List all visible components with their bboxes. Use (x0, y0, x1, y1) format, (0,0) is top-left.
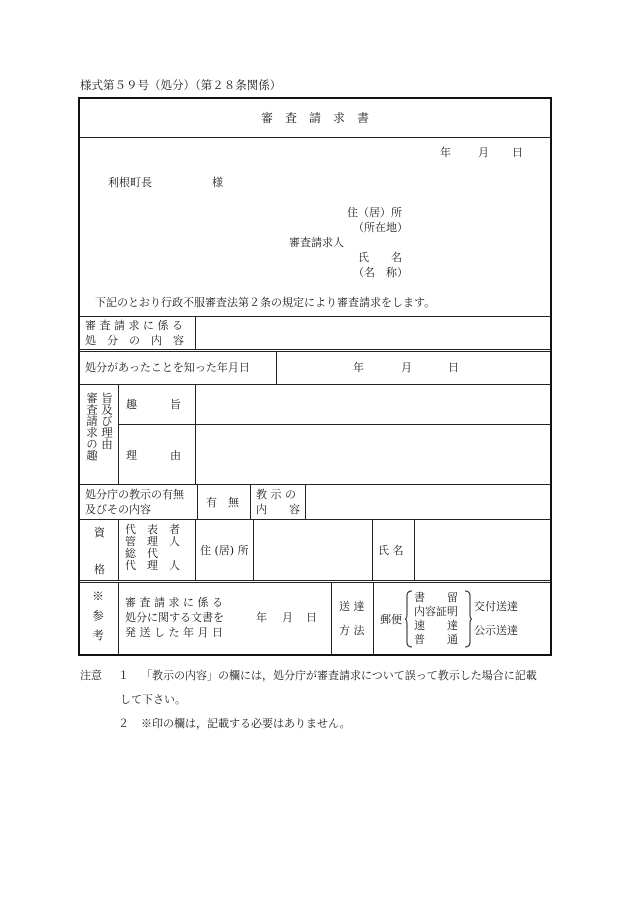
reference-method-line-2: 方 法 (339, 624, 365, 637)
col-divider (195, 519, 196, 581)
row-divider (79, 137, 551, 138)
delivery-type: 公示送達 (474, 624, 518, 637)
col-divider (253, 519, 254, 581)
instruction-presence-label: 有 無 (206, 496, 239, 509)
form-title: 審 査 請 求 書 (260, 111, 369, 125)
row-divider (79, 582, 551, 583)
mail-type: 書 留 (414, 591, 458, 604)
purpose-gist-label: 趣 旨 (126, 398, 181, 411)
instruction-label-2: 及びその内容 (85, 503, 151, 516)
col-divider (118, 582, 119, 654)
reference-doc-line-3: 発 送 し た 年 月 日 (125, 626, 223, 639)
instruction-content-label-1: 教 示 の (256, 488, 296, 501)
col-divider (414, 519, 415, 581)
date-known-month: 月 (401, 361, 412, 374)
col-divider (118, 519, 119, 581)
row-divider (79, 484, 551, 485)
date-known-year: 年 (353, 361, 364, 374)
qualification-role: 代 理 人 (125, 559, 180, 572)
qualification-address-label: 住 (居) 所 (200, 544, 249, 557)
col-divider (195, 316, 196, 350)
reference-date-year: 年 (256, 611, 267, 624)
qualification-role: 代 表 者 (125, 523, 180, 536)
reference-method-line-1: 送 達 (339, 600, 365, 613)
note-continuation: して下さい。 (120, 693, 186, 706)
col-divider (372, 519, 373, 581)
instruction-content-label-2: 内 容 (256, 503, 300, 516)
row-divider (79, 316, 551, 317)
table-bottom-border (78, 654, 552, 656)
brace-right-icon (464, 590, 472, 648)
mail-type: 速 達 (414, 619, 458, 632)
reference-date-day: 日 (306, 611, 317, 624)
date-day-label: 日 (512, 146, 523, 159)
reference-doc-line-1: 審 査 請 求 に 係 る (125, 596, 223, 609)
requester-label: 審査請求人 (289, 236, 344, 249)
disposition-label-2: 処 分 の 内 容 (85, 334, 184, 347)
mail-type: 普 通 (414, 633, 458, 646)
col-divider (250, 484, 251, 519)
reference-doc-line-2: 処分に関する文書を (125, 611, 224, 624)
requester-name-label: 氏 名 (358, 251, 402, 264)
col-divider (118, 384, 119, 484)
row-divider (79, 351, 551, 352)
table-right-border (550, 97, 552, 656)
col-divider (305, 484, 306, 519)
qualification-role: 管 理 人 (125, 535, 180, 548)
qualification-roles (125, 524, 180, 572)
qualification-role: 総 代 (125, 547, 158, 560)
instruction-label-1: 処分庁の教示の有無 (85, 488, 184, 501)
addressee-honorific: 様 (212, 176, 223, 189)
date-known-day: 日 (448, 361, 459, 374)
row-divider (79, 580, 551, 581)
request-statement: 下記のとおり行政不服審査法第２条の規定により審査請求をします。 (95, 296, 436, 309)
reference-mail-label: 郵便 (380, 613, 402, 626)
requester-title-label: （名 称） (353, 266, 408, 279)
purpose-inner-label: 旨及び理由 (100, 392, 114, 450)
qualification-label-bottom: 格 (94, 563, 105, 576)
table-top-border (78, 97, 552, 99)
reference-label: ※参考 (91, 590, 105, 649)
row-divider (79, 519, 551, 520)
purpose-reason-label: 理 由 (126, 449, 181, 462)
row-divider (119, 424, 551, 425)
col-divider (276, 351, 277, 384)
requester-address-label: 住（居）所 (347, 206, 402, 219)
disposition-label-1: 審 査 請 求 に 係 る (85, 319, 183, 332)
notes-prefix: 注意 (80, 669, 102, 682)
row-divider (79, 349, 551, 350)
mail-types (414, 591, 458, 647)
col-divider (195, 384, 196, 484)
brace-left-icon (405, 590, 413, 648)
qualification-label-top: 資 (94, 526, 105, 539)
col-divider (331, 582, 332, 654)
purpose-outer-label: 審査請求の趣 (85, 392, 99, 461)
form-number: 様式第５９号（処分）（第２８条関係） (80, 78, 282, 92)
addressee-name: 利根町長 (108, 176, 152, 189)
qualification-name-label: 氏 名 (378, 544, 404, 557)
reference-date-month: 月 (282, 611, 293, 624)
row-divider (79, 384, 551, 385)
requester-location-label: （所在地） (353, 221, 408, 234)
date-known-label: 処分があったことを知った年月日 (85, 361, 250, 374)
date-month-label: 月 (478, 146, 489, 159)
mail-type: 内容証明 (414, 605, 458, 618)
table-left-border (78, 97, 80, 656)
col-divider (197, 484, 198, 519)
note-text: 「教示の内容」の欄には，処分庁が審査請求について誤って教示した場合に記載 (141, 669, 537, 682)
delivery-type: 交付送達 (474, 600, 518, 613)
note-number: ２ (118, 717, 129, 730)
col-divider (373, 582, 374, 654)
note-number: １ (118, 669, 129, 682)
note-text: ※印の欄は，記載する必要はありません。 (141, 717, 351, 730)
date-year-label: 年 (440, 146, 451, 159)
